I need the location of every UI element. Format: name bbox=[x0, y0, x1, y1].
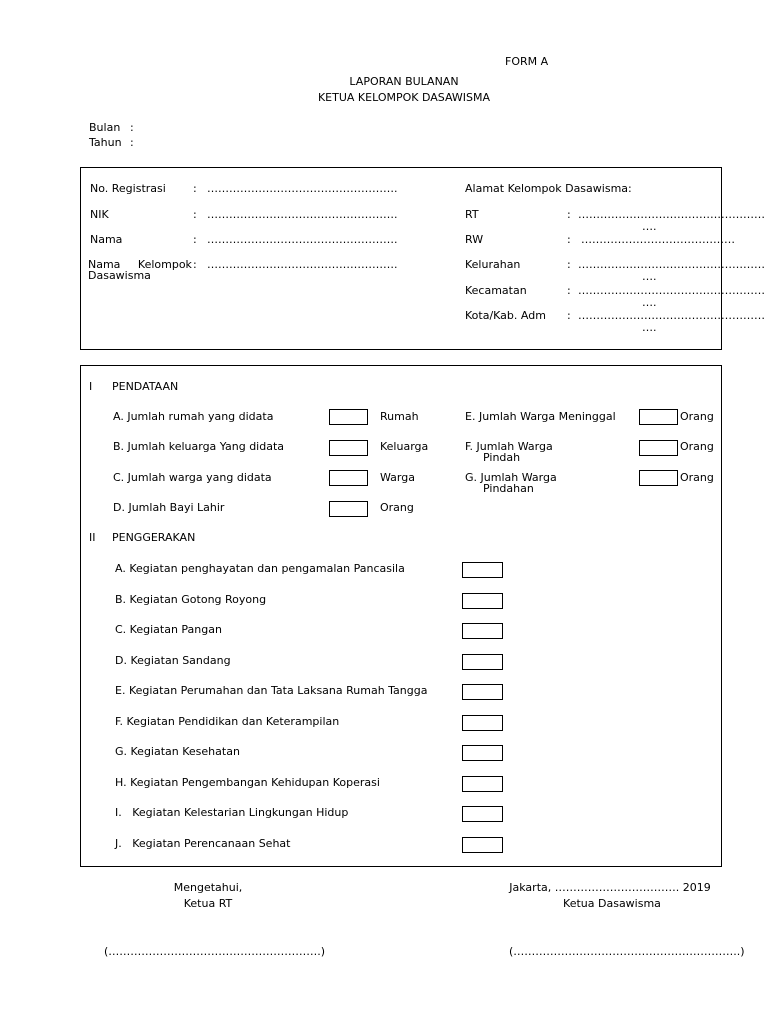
nama-colon: : bbox=[193, 233, 197, 246]
kecamatan-field-tail: …. bbox=[642, 296, 657, 309]
pendataan-b-label: B. Jumlah keluarga Yang didata bbox=[113, 440, 285, 453]
pendataan-b-unit: Keluarga bbox=[380, 440, 429, 453]
nama-label: Nama bbox=[90, 233, 123, 246]
rw-colon: : bbox=[567, 233, 571, 246]
pendataan-e-label: E. Jumlah Warga Meninggal bbox=[465, 410, 616, 423]
kegiatan-h-label: H. Kegiatan Pengembangan Kehidupan Koperasi bbox=[115, 776, 380, 789]
rt-colon: : bbox=[567, 208, 571, 221]
rw-field[interactable]: …………………………………… bbox=[581, 233, 735, 246]
kegiatan-b-input[interactable] bbox=[462, 593, 503, 609]
pendataan-g-unit: Orang bbox=[680, 471, 714, 484]
kegiatan-c-input[interactable] bbox=[462, 623, 503, 639]
nama-kelompok-colon: : bbox=[193, 258, 197, 271]
ketua-rt-signature-line[interactable]: (………………………………………………….) bbox=[104, 945, 326, 958]
pendataan-g-input[interactable] bbox=[639, 470, 678, 486]
pendataan-f-label-2: Pindah bbox=[483, 451, 521, 464]
section-ii-numeral: II bbox=[89, 531, 96, 544]
kelurahan-label: Kelurahan bbox=[465, 258, 521, 271]
pendataan-f-unit: Orang bbox=[680, 440, 714, 453]
kota-field[interactable]: …………………………………………… bbox=[578, 309, 765, 322]
section-i-title: PENDATAAN bbox=[112, 380, 179, 393]
rt-label: RT bbox=[465, 208, 479, 221]
kegiatan-b-label: B. Kegiatan Gotong Royong bbox=[115, 593, 267, 606]
kegiatan-d-input[interactable] bbox=[462, 654, 503, 670]
nik-label: NIK bbox=[90, 208, 109, 221]
kegiatan-e-label: E. Kegiatan Perumahan dan Tata Laksana Rumah Tangga bbox=[115, 684, 428, 697]
no-registrasi-colon: : bbox=[193, 182, 197, 195]
kegiatan-e-input[interactable] bbox=[462, 684, 503, 700]
kelurahan-colon: : bbox=[567, 258, 571, 271]
rt-field[interactable]: …………………………………………… bbox=[578, 208, 765, 221]
kegiatan-g-input[interactable] bbox=[462, 745, 503, 761]
kegiatan-i-input[interactable] bbox=[462, 806, 503, 822]
pendataan-a-unit: Rumah bbox=[380, 410, 419, 423]
pendataan-e-unit: Orang bbox=[680, 410, 714, 423]
section-ii-title: PENGGERAKAN bbox=[112, 531, 196, 544]
section-i-numeral: I bbox=[89, 380, 93, 393]
rt-field-tail: …. bbox=[642, 220, 657, 233]
title-line-1: LAPORAN BULANAN bbox=[349, 75, 459, 88]
tahun-label: Tahun bbox=[89, 136, 122, 149]
place-date: Jakarta, ……………………………. 2019 bbox=[509, 881, 711, 894]
kegiatan-g-label: G. Kegiatan Kesehatan bbox=[115, 745, 240, 758]
rw-label: RW bbox=[465, 233, 484, 246]
no-registrasi-label: No. Registrasi bbox=[90, 182, 166, 195]
ketua-dasawisma-label: Ketua Dasawisma bbox=[563, 897, 661, 910]
pendataan-f-input[interactable] bbox=[639, 440, 678, 456]
kecamatan-colon: : bbox=[567, 284, 571, 297]
kota-colon: : bbox=[567, 309, 571, 322]
ketua-rt-label: Ketua RT bbox=[183, 897, 233, 910]
kegiatan-a-input[interactable] bbox=[462, 562, 503, 578]
pendataan-g-label: G. Jumlah Warga bbox=[465, 471, 557, 484]
pendataan-d-input[interactable] bbox=[329, 501, 368, 517]
pendataan-f-label: F. Jumlah Warga bbox=[465, 440, 553, 453]
kegiatan-d-label: D. Kegiatan Sandang bbox=[115, 654, 231, 667]
pendataan-c-input[interactable] bbox=[329, 470, 368, 486]
kegiatan-j-label: J. Kegiatan Perencanaan Sehat bbox=[115, 837, 291, 850]
nama-kelompok-label-2: Dasawisma bbox=[88, 269, 151, 282]
kegiatan-c-label: C. Kegiatan Pangan bbox=[115, 623, 222, 636]
nama-kelompok-field[interactable]: ……………………………………………. bbox=[207, 258, 398, 271]
kegiatan-i-label: I. Kegiatan Kelestarian Lingkungan Hidup bbox=[115, 806, 349, 819]
pendataan-e-input[interactable] bbox=[639, 409, 678, 425]
pendataan-c-label: C. Jumlah warga yang didata bbox=[113, 471, 272, 484]
alamat-title: Alamat Kelompok Dasawisma: bbox=[465, 182, 632, 195]
tahun-colon: : bbox=[130, 136, 134, 149]
kota-label: Kota/Kab. Adm bbox=[465, 309, 546, 322]
kecamatan-label: Kecamatan bbox=[465, 284, 527, 297]
kota-field-tail: …. bbox=[642, 321, 657, 334]
kegiatan-j-input[interactable] bbox=[462, 837, 503, 853]
nik-field[interactable]: ……………………………………………. bbox=[207, 208, 398, 221]
pendataan-g-label-2: Pindahan bbox=[483, 482, 534, 495]
nik-colon: : bbox=[193, 208, 197, 221]
title-line-2: KETUA KELOMPOK DASAWISMA bbox=[317, 91, 491, 104]
bulan-label: Bulan bbox=[89, 121, 121, 134]
nama-field[interactable]: ……………………………………………. bbox=[207, 233, 398, 246]
kelurahan-field[interactable]: …………………………………………… bbox=[578, 258, 765, 271]
kegiatan-f-input[interactable] bbox=[462, 715, 503, 731]
pendataan-b-input[interactable] bbox=[329, 440, 368, 456]
pendataan-a-label: A. Jumlah rumah yang didata bbox=[113, 410, 274, 423]
pendataan-a-input[interactable] bbox=[329, 409, 368, 425]
nama-kelompok-label: Nama Kelompok bbox=[88, 258, 192, 271]
kegiatan-h-input[interactable] bbox=[462, 776, 503, 792]
kelurahan-field-tail: …. bbox=[642, 270, 657, 283]
pendataan-d-unit: Orang bbox=[380, 501, 414, 514]
kecamatan-field[interactable]: …………………………………………… bbox=[578, 284, 765, 297]
kegiatan-f-label: F. Kegiatan Pendidikan dan Keterampilan bbox=[115, 715, 340, 728]
pendataan-d-label: D. Jumlah Bayi Lahir bbox=[113, 501, 225, 514]
no-registrasi-field[interactable]: ……………………………………………. bbox=[207, 182, 398, 195]
kegiatan-a-label: A. Kegiatan penghayatan dan pengamalan Pancasila bbox=[115, 562, 405, 575]
mengetahui-label: Mengetahui, bbox=[173, 881, 243, 894]
bulan-colon: : bbox=[130, 121, 134, 134]
pendataan-c-unit: Warga bbox=[380, 471, 415, 484]
ketua-dasawisma-signature-line[interactable]: (……………………………………………………..) bbox=[509, 945, 745, 958]
form-code: FORM A bbox=[505, 55, 549, 68]
